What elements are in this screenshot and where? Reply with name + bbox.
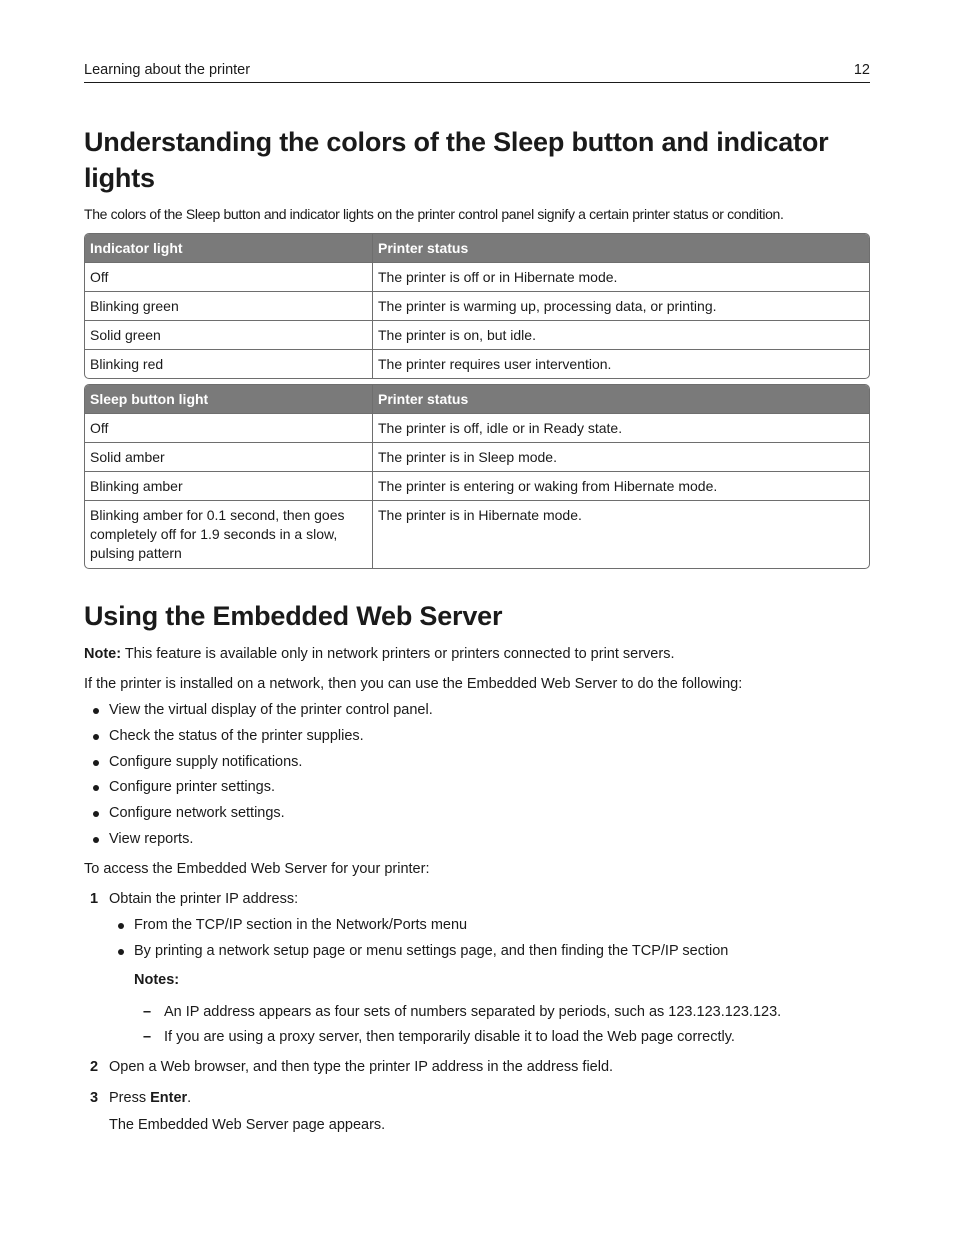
page-header [84,60,870,83]
step-number: 1 [90,891,99,907]
note-label: Note: [84,646,122,662]
table-cell: Blinking red [85,350,373,378]
step-number: 3 [90,1090,99,1106]
list-item: Configure network settings. [109,805,285,821]
sleep-button-light-table [84,384,870,569]
table-cell: The printer is entering or waking from Hibernate mode. [373,472,869,501]
table-cell: Off [85,263,373,292]
table-cell: Blinking amber [85,472,373,501]
bullet-icon [93,811,99,817]
step-number: 2 [90,1059,99,1075]
list-item: By printing a network setup page or menu settings page, and then finding the TCP/IP section [134,943,728,959]
table-cell: The printer requires user intervention. [378,356,612,372]
list-item: View the virtual display of the printer control panel. [109,702,433,718]
lead-paragraph: If the printer is installed on a network, then you can use the Embedded Web Server to do the following: [84,676,743,692]
step-text: Press Enter. [109,1090,192,1106]
note-item: If you are using a proxy server, then temporarily disable it to load the Web page correctly. [164,1029,735,1045]
notes-label: Notes: [134,972,180,988]
bullet-icon [93,734,99,740]
table-cell: Blinking amber for 0.1 second, then goes completely off for 1.9 seconds in a slow, pulsing pattern [85,501,373,568]
table-row [85,501,869,568]
table-cell: The printer is off or in Hibernate mode. [373,263,869,292]
enter-key-label: Enter [150,1090,188,1106]
table-row [85,414,869,443]
step-text: Open a Web browser, and then type the printer IP address in the address field. [109,1059,614,1075]
table-row [85,292,869,321]
list-item: Configure supply notifications. [109,754,302,770]
table-header-row [85,385,869,414]
table-cell: Solid amber [85,443,373,472]
table-row [85,321,869,350]
note-text: This feature is available only in network printers or printers connected to print servers. [121,646,675,662]
table-cell: The printer is off, idle or in Ready state. [373,414,869,443]
table-row [85,263,869,292]
table-cell: The printer is warming up, processing data, or printing. [373,292,869,321]
list-item: From the TCP/IP section in the Network/Ports menu [134,917,467,933]
list-item: View reports. [109,831,193,847]
column-header: Sleep button light [85,385,373,414]
table-row [85,472,869,501]
bullet-icon [93,785,99,791]
note-item: An IP address appears as four sets of numbers separated by periods, such as 123.123.123.123. [164,1004,782,1020]
table-cell: Blinking green [85,292,373,321]
table-header-row [85,234,869,263]
note-paragraph [84,646,674,662]
access-lead: To access the Embedded Web Server for your printer: [84,861,430,877]
step-text: Obtain the printer IP address: [109,891,299,907]
chapter-title: Learning about the printer [84,62,251,78]
table-cell: The printer is in Hibernate mode. [378,507,582,523]
bullet-icon [118,949,124,955]
column-header: Printer status [373,385,869,414]
table-row [85,350,869,378]
table-cell: The printer is on, but idle. [373,321,869,350]
dash-marker: – [143,1029,152,1045]
column-header: Printer status [373,234,869,263]
indicator-light-table [84,233,870,379]
table-row [85,443,869,472]
column-header: Indicator light [85,234,373,263]
bullet-icon [118,923,124,929]
list-item: Configure printer settings. [109,779,275,795]
step-result: The Embedded Web Server page appears. [109,1117,386,1133]
list-item: Check the status of the printer supplies. [109,728,364,744]
dash-marker: – [143,1004,152,1020]
section-title-colors: Understanding the colors of the Sleep button and indicator lights [84,127,829,193]
section-intro: The colors of the Sleep button and indicator lights on the printer control panel signify a certain printer status or condition. [84,206,784,222]
bullet-icon [93,837,99,843]
table-cell: The printer is in Sleep mode. [373,443,869,472]
bullet-icon [93,708,99,714]
section-title-ews: Using the Embedded Web Server [84,601,503,631]
table-cell: Solid green [85,321,373,350]
table-cell: Off [85,414,373,443]
page-number: 12 [853,62,870,78]
bullet-icon [93,760,99,766]
